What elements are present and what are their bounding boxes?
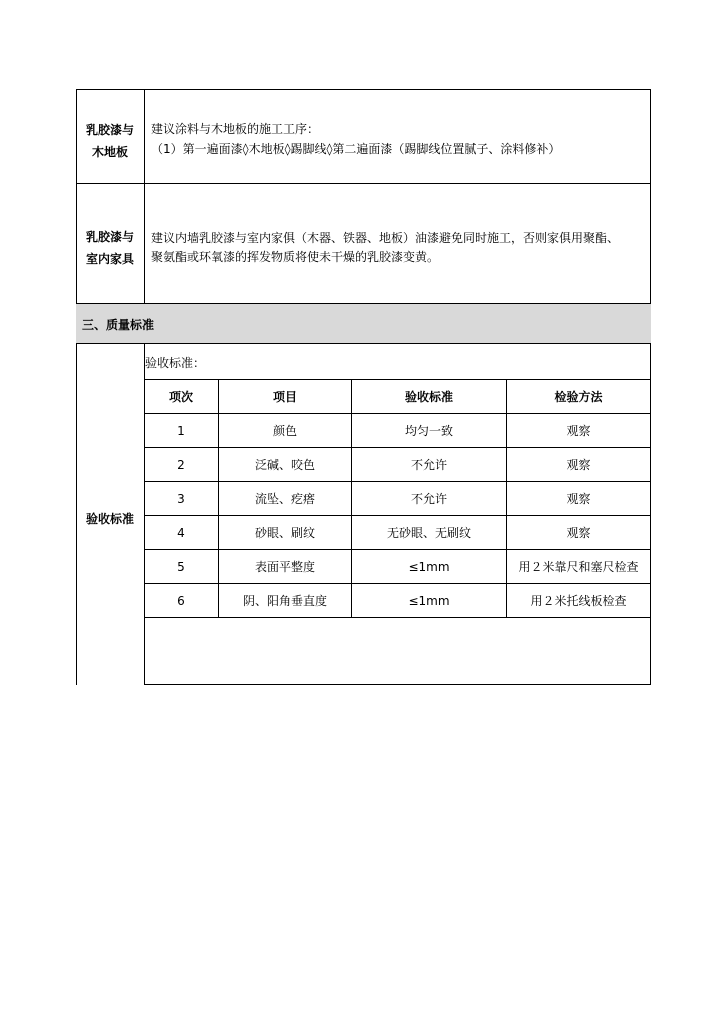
table-cell: 观察 — [566, 526, 591, 540]
acceptance-label: 验收标准 — [85, 512, 134, 526]
table-cell: 5 — [177, 559, 185, 574]
furniture-line-2: 聚氨酯或环氧漆的挥发物质将使未干燥的乳胶漆变黄。 — [151, 250, 440, 264]
table-cell: 用２米靠尺和塞尺检查 — [518, 560, 639, 574]
row-label-furniture — [76, 226, 144, 270]
table-top-border — [76, 89, 651, 90]
table-cell: 不允许 — [410, 492, 447, 506]
table-cell: 颜色 — [272, 424, 297, 438]
row-label-furniture-l2: 室内家具 — [85, 252, 134, 266]
table-cell: 4 — [177, 525, 185, 540]
table-cell: 均匀一致 — [404, 424, 453, 438]
section-bottom-border — [76, 343, 651, 344]
header-index: 项次 — [168, 390, 193, 404]
table-cell: 砂眼、刷纹 — [254, 526, 315, 540]
wood-floor-line-1: 建议涂料与木地板的施工工序： — [151, 122, 320, 136]
table-cell: 阴、阳角垂直度 — [242, 594, 327, 608]
wood-floor-line-2: （1）第一遍面漆◊木地板◊踢脚线◊第二遍面漆（踢脚线位置腻子、涂料修补） — [151, 142, 561, 156]
label-column-divider — [144, 89, 145, 304]
acceptance-intro: 验收标准： — [145, 356, 206, 370]
table-cell: 表面平整度 — [254, 560, 315, 574]
furniture-line-1: 建议内墙乳胶漆与室内家俱（木器、铁器、地板）油漆避免同时施工，否则家俱用聚酯、 — [151, 231, 620, 245]
table-cell: 用２米托线板检查 — [530, 594, 627, 608]
inner-row-line-7 — [144, 617, 651, 618]
header-method: 检验方法 — [554, 390, 603, 404]
table-cell: 流坠、疙瘩 — [254, 492, 315, 506]
table-cell: ≤1mm — [408, 559, 450, 574]
row-label-wood-floor-l2: 木地板 — [91, 145, 128, 159]
table-cell: 观察 — [566, 458, 591, 472]
row-label-wood-floor — [76, 119, 144, 163]
table-bottom-border — [144, 684, 651, 685]
table-cell: 不允许 — [410, 458, 447, 472]
table-cell: 观察 — [566, 424, 591, 438]
row-label-furniture-l1: 乳胶漆与 — [85, 230, 134, 244]
row-label-wood-floor-l1: 乳胶漆与 — [85, 123, 134, 137]
section-title: 三、质量标准 — [82, 318, 155, 332]
header-item: 项目 — [272, 390, 297, 404]
table-cell: 6 — [177, 593, 185, 608]
table-cell: 观察 — [566, 492, 591, 506]
table-left-border — [76, 89, 77, 685]
table-right-border — [650, 89, 651, 685]
table-cell: 2 — [177, 457, 185, 472]
table-cell: 3 — [177, 491, 185, 506]
header-standard: 验收标准 — [404, 390, 453, 404]
table-cell: ≤1mm — [408, 593, 450, 608]
table-cell: 泛碱、咬色 — [254, 458, 315, 472]
row-divider-1 — [76, 183, 651, 184]
table-cell: 无砂眼、无刷纹 — [386, 526, 471, 540]
table-cell: 1 — [177, 423, 185, 438]
section-header-bar — [76, 304, 651, 344]
